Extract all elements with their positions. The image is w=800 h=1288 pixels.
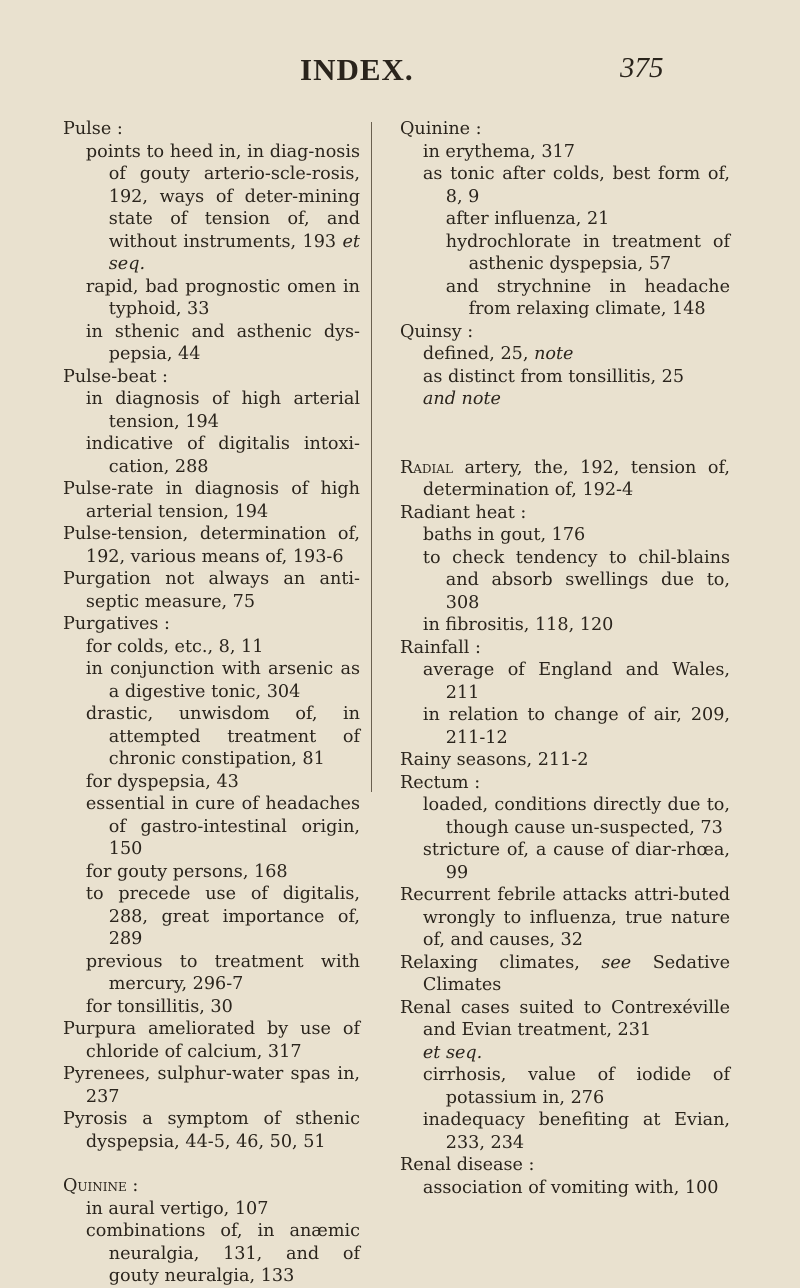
index-entry-text: indicative of digitalis intoxi-cation, 288 <box>85 434 360 477</box>
index-entry <box>63 1220 360 1288</box>
index-entry <box>400 884 730 952</box>
index-entry-text: Purgation not always an anti-septic measure, 75 <box>63 569 360 612</box>
index-entry-text: previous to treatment with mercury, 296-7 <box>85 951 360 994</box>
index-entry <box>63 883 360 951</box>
index-entry <box>400 614 730 637</box>
index-entry <box>400 457 730 502</box>
index-entry-text: to precede use of digitalis, 288, great importance of, 289 <box>85 884 360 949</box>
index-entry-text: Purgatives : <box>63 614 170 634</box>
index-entry <box>400 997 730 1042</box>
index-column-left <box>63 118 360 1288</box>
index-entry <box>400 547 730 615</box>
index-entry <box>400 1042 730 1065</box>
index-entry-text: Rainy seasons, 211-2 <box>400 750 589 770</box>
index-entry-text: for gouty persons, 168 <box>85 861 288 882</box>
index-entry <box>63 793 360 861</box>
page-number: 375 <box>620 52 664 84</box>
index-entry <box>400 141 730 164</box>
index-entry-text: combinations of, in anæmic neuralgia, 131, and of gouty neuralgia, 133 <box>85 1221 360 1286</box>
index-entry <box>400 1177 730 1200</box>
index-heading-word: Radial <box>400 457 465 478</box>
index-entry <box>63 771 360 794</box>
index-entry-text: in erythema, 317 <box>422 141 575 162</box>
index-entry <box>400 772 730 795</box>
index-entry-text: association of vomiting with, 100 <box>422 1177 719 1198</box>
index-entry-text: Quinine : <box>63 1176 139 1196</box>
index-entry-text: to check tendency to chil-blains and absorb swellings due to, 308 <box>422 547 730 613</box>
index-entry-text: Pulse-beat : <box>63 366 168 387</box>
index-entry-text: as distinct from tonsillitis, 25 <box>422 366 685 387</box>
index-entry-text: Pyrosis a symptom of sthenic dyspepsia, 44-5, 46, 50, 51 <box>63 1109 360 1152</box>
index-entry <box>400 794 730 839</box>
index-entry <box>400 704 730 749</box>
index-entry <box>63 613 360 636</box>
index-entry-text: defined, 25, <box>422 344 535 364</box>
index-entry-text: artery, the, 192, tension of, determination of, 192-4 <box>422 457 730 500</box>
index-entry <box>63 568 360 613</box>
index-entry-text: Quinine : <box>400 119 482 139</box>
page-header <box>0 52 800 92</box>
index-entry <box>63 433 360 478</box>
index-entry-text: Renal disease : <box>400 1155 535 1175</box>
index-entry-text: Recurrent febrile attacks attri-buted wrongly to influenza, true nature of, and causes, 32 <box>400 885 730 950</box>
index-entry <box>400 749 730 772</box>
index-entry <box>63 996 360 1019</box>
index-entry-text: baths in gout, 176 <box>422 525 586 545</box>
index-entry <box>63 366 360 389</box>
index-entry <box>63 658 360 703</box>
index-entry <box>63 141 360 276</box>
index-entry <box>400 1064 730 1109</box>
index-entry <box>63 388 360 433</box>
index-entry-text: rapid, bad prognostic omen in typhoid, 33 <box>85 276 360 319</box>
index-entry-text: in aural vertigo, 107 <box>85 1198 269 1219</box>
index-entry <box>400 524 730 547</box>
index-entry <box>63 951 360 996</box>
index-entry-text: drastic, unwisdom of, in attempted treatment of chronic constipation, 81 <box>85 704 360 769</box>
index-entry-text: Rectum : <box>400 772 481 793</box>
index-entry-text: hydrochlorate in treatment of asthenic dyspepsia, 57 <box>445 231 730 274</box>
index-entry-text: Rainfall : <box>400 637 481 658</box>
index-entry <box>400 502 730 525</box>
index-entry-text: in sthenic and asthenic dys-pepsia, 44 <box>85 321 360 364</box>
index-entry-text: cirrhosis, value of iodide of potassium in, 276 <box>422 1065 730 1108</box>
index-entry-text: after influenza, 21 <box>445 209 610 229</box>
index-entry <box>400 839 730 884</box>
index-entry-text: Relaxing climates, <box>400 952 602 973</box>
index-entry-text: average of England and Wales, 211 <box>422 660 730 703</box>
index-entry-italic: note <box>534 344 574 364</box>
index-entry-text: points to heed in, in diag-nosis of gouty arterio-scle-rosis, 192, ways of deter-mining state of tension of, and without instruments, 193 <box>85 141 360 252</box>
index-entry <box>400 118 730 141</box>
index-entry <box>63 1198 360 1221</box>
index-entry-text: for colds, etc., 8, 11 <box>85 636 264 657</box>
index-entry-text: in fibrositis, 118, 120 <box>422 615 614 635</box>
index-entry-text: and strychnine in headache from relaxing climate, 148 <box>445 276 730 319</box>
index-entry <box>63 1063 360 1108</box>
index-entry-text: Quinsy : <box>400 321 474 342</box>
index-entry <box>400 388 730 411</box>
index-entry <box>63 1175 360 1198</box>
index-entry-italic: see <box>601 952 632 973</box>
index-entry-text: Radiant heat : <box>400 502 527 523</box>
index-entry-text: for tonsillitis, 30 <box>85 996 233 1017</box>
index-entry <box>63 118 360 141</box>
index-entry <box>400 952 730 997</box>
index-entry <box>400 321 730 344</box>
index-entry-italic: et seq. <box>422 1042 483 1063</box>
index-entry <box>400 163 730 208</box>
index-entry-text: for dyspepsia, 43 <box>85 771 239 792</box>
index-entry <box>63 1018 360 1063</box>
index-entry-italic: et seq. <box>108 231 360 274</box>
index-entry <box>63 478 360 523</box>
index-entry <box>63 523 360 568</box>
index-entry <box>63 861 360 884</box>
index-entry <box>63 276 360 321</box>
index-entry-text: essential in cure of headaches of gastro-intestinal origin, 150 <box>85 794 360 859</box>
index-entry-text: Pulse-rate in diagnosis of high arterial tension, 194 <box>63 479 360 522</box>
page-title: INDEX. <box>300 52 414 87</box>
index-entry <box>400 208 730 231</box>
index-entry-tail: Sedative Climates <box>422 952 730 995</box>
index-entry <box>400 366 730 389</box>
index-entry <box>400 276 730 321</box>
index-entry-text: inadequacy benefiting at Evian, 233, 234 <box>422 1110 730 1153</box>
index-entry-text: in diagnosis of high arterial tension, 194 <box>85 389 360 432</box>
index-column-right <box>400 118 730 1199</box>
index-entry <box>63 636 360 659</box>
index-entry-text: Pyrenees, sulphur-water spas in, 237 <box>63 1064 360 1107</box>
index-entry <box>400 1154 730 1177</box>
index-entry <box>63 321 360 366</box>
index-entry <box>63 703 360 771</box>
index-entry-italic: and note <box>422 389 501 409</box>
index-entry-text: as tonic after colds, best form of, 8, 9 <box>422 164 730 207</box>
index-entry-text: Pulse : <box>63 119 123 139</box>
index-entry <box>400 659 730 704</box>
index-entry-text: Pulse-tension, determination of, 192, various means of, 193-6 <box>63 524 360 567</box>
index-entry-text: in relation to change of air, 209, 211-12 <box>422 705 730 748</box>
index-entry <box>63 1108 360 1153</box>
index-entry <box>400 343 730 366</box>
index-entry <box>400 637 730 660</box>
index-entry-text: Purpura ameliorated by use of chloride of calcium, 317 <box>63 1019 360 1062</box>
column-divider <box>371 122 372 792</box>
index-entry-text: stricture of, a cause of diar-rhœa, 99 <box>422 840 730 883</box>
index-entry <box>400 231 730 276</box>
index-entry-text: in conjunction with arsenic as a digestive tonic, 304 <box>85 659 360 702</box>
index-entry <box>400 1109 730 1154</box>
index-entry-text: Renal cases suited to Contrexéville and Evian treatment, 231 <box>400 997 730 1040</box>
index-entry-text: loaded, conditions directly due to, though cause un-suspected, 73 <box>422 795 730 838</box>
